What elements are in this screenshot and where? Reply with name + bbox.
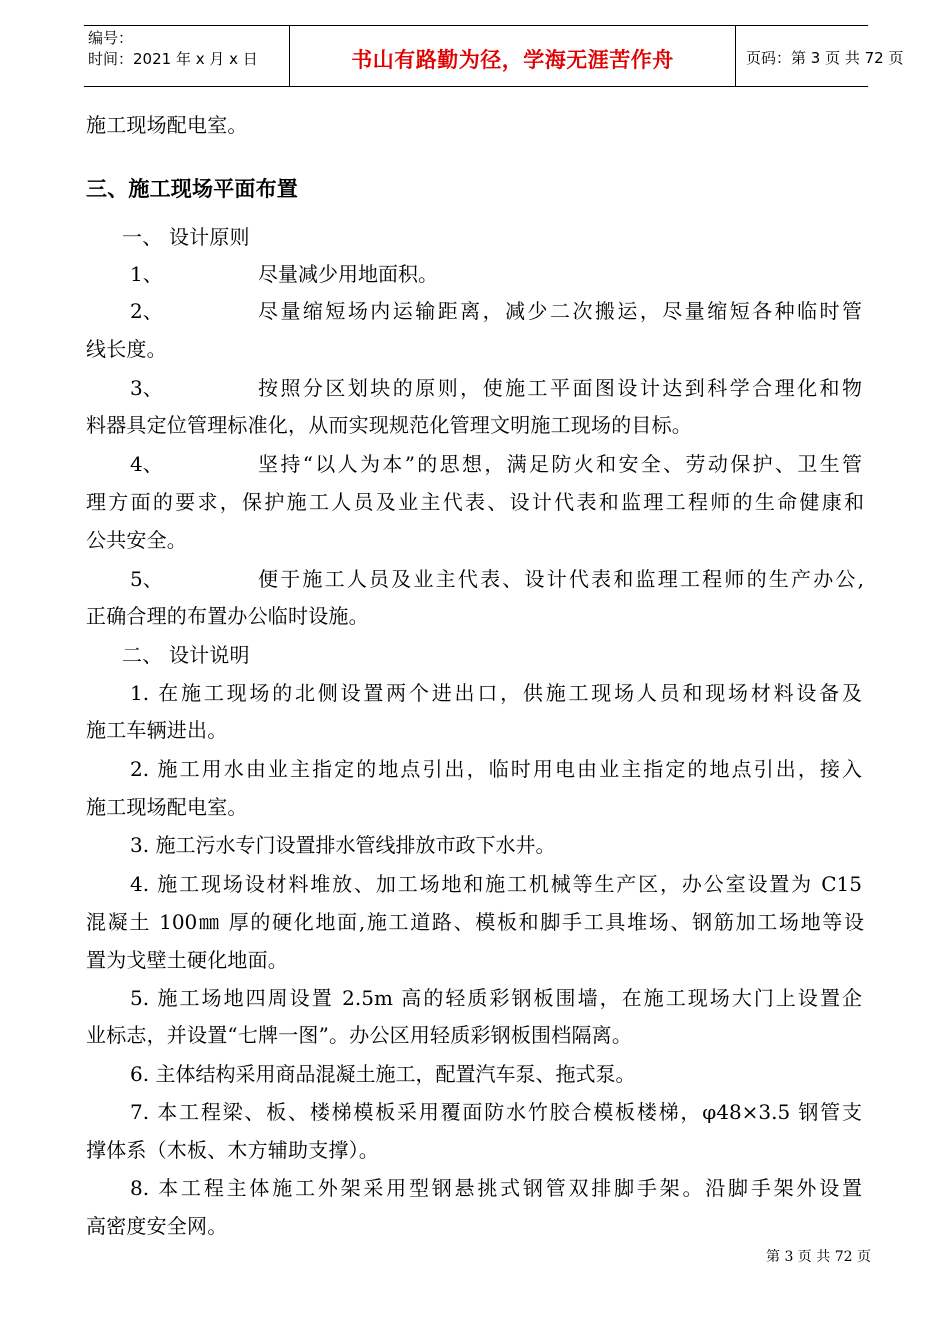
item-5-line-1: 便于施工人员及业主代表、设计代表和监理工程师的生产办公, <box>258 567 864 591</box>
note-6-line-1: 6. 主体结构采用商品混凝土施工，配置汽车泵、拖式泵。 <box>130 1062 636 1086</box>
note-8-line-2: 高密度安全网。 <box>86 1214 228 1238</box>
note-2-line-2: 施工现场配电室。 <box>86 795 248 819</box>
section-title: 三、施工现场平面布置 <box>86 177 298 201</box>
item-3-line-1: 按照分区划块的原则，使施工平面图设计达到科学合理化和物 <box>258 376 862 400</box>
note-8-line-1: 8. 本工程主体施工外架采用型钢悬挑式钢管双排脚手架。沿脚手架外设置 <box>130 1176 862 1200</box>
note-2-line-1: 2. 施工用水由业主指定的地点引出，临时用电由业主指定的地点引出，接入 <box>130 757 862 781</box>
note-5-line-2: 业标志，并设置“七牌一图”。办公区用轻质彩钢板围档隔离。 <box>86 1023 633 1047</box>
header-page-info: 页码：第 3 页 共 72 页 <box>746 49 904 67</box>
time-label: 时间：2021 年 x 月 x 日 <box>88 50 258 68</box>
item-1-number: 1、 <box>130 262 163 286</box>
item-3-line-2: 料器具定位管理标准化，从而实现规范化管理文明施工现场的目标。 <box>86 413 692 437</box>
item-2-number: 2、 <box>130 299 163 323</box>
item-3-number: 3、 <box>130 376 163 400</box>
serial-label: 编号： <box>88 29 134 47</box>
note-1-line-1: 1. 在施工现场的北侧设置两个进出口，供施工现场人员和现场材料设备及 <box>130 681 862 705</box>
item-4-line-1: 坚持“以人为本”的思想，满足防火和安全、劳动保护、卫生管 <box>258 452 862 476</box>
item-2-line-2: 线长度。 <box>86 337 167 361</box>
footer-page-number: 第 3 页 共 72 页 <box>766 1249 871 1265</box>
item-1-text: 尽量减少用地面积。 <box>258 262 438 286</box>
header-motto-cell <box>290 26 736 86</box>
note-4-line-2: 混凝土 100㎜ 厚的硬化地面,施工道路、模板和脚手工具堆场、钢筋加工场地等设 <box>86 910 864 934</box>
item-4-number: 4、 <box>130 452 163 476</box>
page-header <box>84 25 904 87</box>
note-7-line-2: 撑体系（木板、木方辅助支撑）。 <box>86 1138 379 1162</box>
item-4-line-3: 公共安全。 <box>86 528 187 552</box>
header-meta-cell <box>84 26 290 86</box>
item-2-line-1: 尽量缩短场内运输距离，减少二次搬运，尽量缩短各种临时管 <box>258 299 862 323</box>
header-page-cell <box>736 26 904 86</box>
item-5-number: 5、 <box>130 567 163 591</box>
item-5-line-2: 正确合理的布置办公临时设施。 <box>86 604 369 628</box>
subsection-design-notes: 二、 设计说明 <box>122 643 250 667</box>
motto: 书山有路勤为径，学海无涯苦作舟 <box>351 48 674 72</box>
subsection-design-principles: 一、 设计原则 <box>122 225 250 249</box>
note-4-line-1: 4. 施工现场设材料堆放、加工场地和施工机械等生产区，办公室设置为 C15 <box>130 872 862 896</box>
note-4-line-3: 置为戈壁土硬化地面。 <box>86 948 288 972</box>
note-7-line-1: 7. 本工程梁、板、楼梯模板采用覆面防水竹胶合模板楼梯，φ48×3.5 钢管支 <box>130 1100 862 1124</box>
note-1-line-2: 施工车辆进出。 <box>86 718 228 742</box>
note-3-line-1: 3. 施工污水专门设置排水管线排放市政下水井。 <box>130 833 556 857</box>
item-4-line-2: 理方面的要求，保护施工人员及业主代表、设计代表和监理工程师的生命健康和 <box>86 490 864 514</box>
carryover-line: 施工现场配电室。 <box>86 113 248 137</box>
note-5-line-1: 5. 施工场地四周设置 2.5m 高的轻质彩钢板围墙，在施工现场大门上设置企 <box>130 986 862 1010</box>
